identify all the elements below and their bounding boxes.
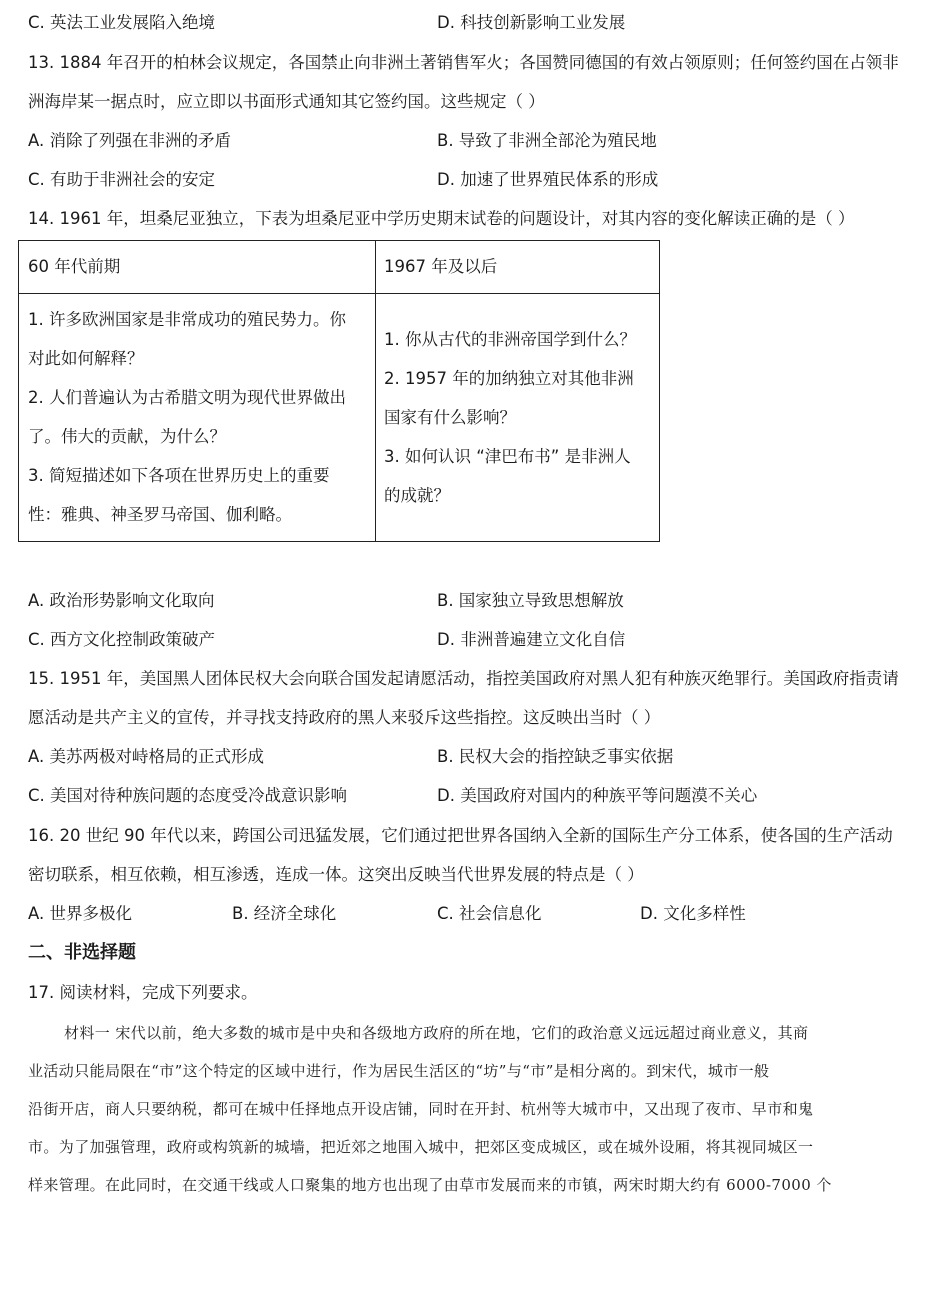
- q14-stem-line1: 14. 1961 年，坦桑尼亚独立，下表为坦桑尼亚中学历史期末试卷的问题设计，对其内容的变化解读正确的是（ ）: [28, 209, 855, 228]
- material-line: 业活动只能局限在“市”这个特定的区域中进行，作为居民生活区的“坊”与“市”是相分离的。到宋代，城市一般: [28, 1062, 770, 1080]
- table-header-early-60s: 60 年代前期: [28, 257, 121, 276]
- q15-option-a: A. 美苏两极对峙格局的正式形成: [28, 747, 264, 766]
- q13-stem-line1: 13. 1884 年召开的柏林会议规定，各国禁止向非洲土著销售军火；各国赞同德国的有效占领原则；任何签约国在占领非: [28, 53, 899, 72]
- table-left-line: 性：雅典、神圣罗马帝国、伽利略。: [28, 505, 292, 524]
- q16-stem-line1: 16. 20 世纪 90 年代以来，跨国公司迅猛发展，它们通过把世界各国纳入全新的国际生产分工体系，使各国的生产活动: [28, 826, 893, 845]
- table-right-line: 2. 1957 年的加纳独立对其他非洲: [384, 369, 634, 388]
- q14-option-a: A. 政治形势影响文化取向: [28, 591, 215, 610]
- table-header-1967-later: 1967 年及以后: [384, 257, 498, 276]
- q14-option-c: C. 西方文化控制政策破产: [28, 630, 216, 649]
- q16-option-b: B. 经济全球化: [232, 904, 337, 923]
- section-title-non-choice: 二、非选择题: [28, 942, 136, 963]
- table-right-line: 国家有什么影响？: [384, 408, 516, 427]
- q14-option-b: B. 国家独立导致思想解放: [437, 591, 624, 610]
- q15-option-d: D. 美国政府对国内的种族平等问题漠不关心: [437, 786, 758, 805]
- q15-option-c: C. 美国对待种族问题的态度受冷战意识影响: [28, 786, 348, 805]
- q15-stem-line2: 愿活动是共产主义的宣传，并寻找支持政府的黑人来驳斥这些指控。这反映出当时（ ）: [28, 708, 661, 727]
- q15-stem-line1: 15. 1951 年，美国黑人团体民权大会向联合国发起请愿活动，指控美国政府对黑人犯有种族灭绝罪行。美国政府指责请: [28, 669, 899, 688]
- q15-option-b: B. 民权大会的指控缺乏事实依据: [437, 747, 674, 766]
- q14-comparison-table: [18, 240, 660, 542]
- q12-option-d: D. 科技创新影响工业发展: [437, 13, 626, 32]
- table-left-line: 对此如何解释？: [28, 349, 144, 368]
- table-right-line: 的成就？: [384, 486, 450, 505]
- material-line: 市。为了加强管理，政府或构筑新的城墙，把近郊之地围入城中，把郊区变成城区，或在城外设厢，将其视同城区一: [28, 1138, 814, 1156]
- table-left-line: 2. 人们普遍认为古希腊文明为现代世界做出: [28, 388, 346, 407]
- q13-option-c: C. 有助于非洲社会的安定: [28, 170, 216, 189]
- q14-option-d: D. 非洲普遍建立文化自信: [437, 630, 626, 649]
- table-right-line: 3. 如何认识 “津巴布书” 是非洲人: [384, 447, 631, 466]
- q13-stem-line2: 洲海岸某一据点时，应立即以书面形式通知其它签约国。这些规定（ ）: [28, 92, 545, 111]
- table-left-line: 3. 简短描述如下各项在世界历史上的重要: [28, 466, 330, 485]
- table-left-line: 1. 许多欧洲国家是非常成功的殖民势力。你: [28, 310, 346, 329]
- q16-option-c: C. 社会信息化: [437, 904, 542, 923]
- q13-option-a: A. 消除了列强在非洲的矛盾: [28, 131, 231, 150]
- q16-stem-line2: 密切联系，相互依赖，相互渗透，连成一体。这突出反映当代世界发展的特点是（ ）: [28, 865, 644, 884]
- material-line: 样来管理。在此同时，在交通干线或人口聚集的地方也出现了由草市发展而来的市镇，两宋时期大约有 6000-7000 个: [28, 1176, 832, 1194]
- q16-option-d: D. 文化多样性: [640, 904, 746, 923]
- table-row-divider: [19, 293, 659, 294]
- table-column-divider: [375, 241, 376, 541]
- table-right-line: 1. 你从古代的非洲帝国学到什么？: [384, 330, 636, 349]
- q16-option-a: A. 世界多极化: [28, 904, 132, 923]
- table-left-line: 了。伟大的贡献，为什么？: [28, 427, 226, 446]
- q13-option-b: B. 导致了非洲全部沦为殖民地: [437, 131, 657, 150]
- q17-stem-line1: 17. 阅读材料，完成下列要求。: [28, 983, 258, 1002]
- q13-option-d: D. 加速了世界殖民体系的形成: [437, 170, 659, 189]
- q12-option-c: C. 英法工业发展陷入绝境: [28, 13, 216, 32]
- material-line: 材料一 宋代以前，绝大多数的城市是中央和各级地方政府的所在地，它们的政治意义远远超过商业意义，其商: [64, 1024, 809, 1042]
- material-line: 沿街开店，商人只要纳税，都可在城中任择地点开设店铺，同时在开封、杭州等大城市中，又出现了夜市、早市和鬼: [28, 1100, 814, 1118]
